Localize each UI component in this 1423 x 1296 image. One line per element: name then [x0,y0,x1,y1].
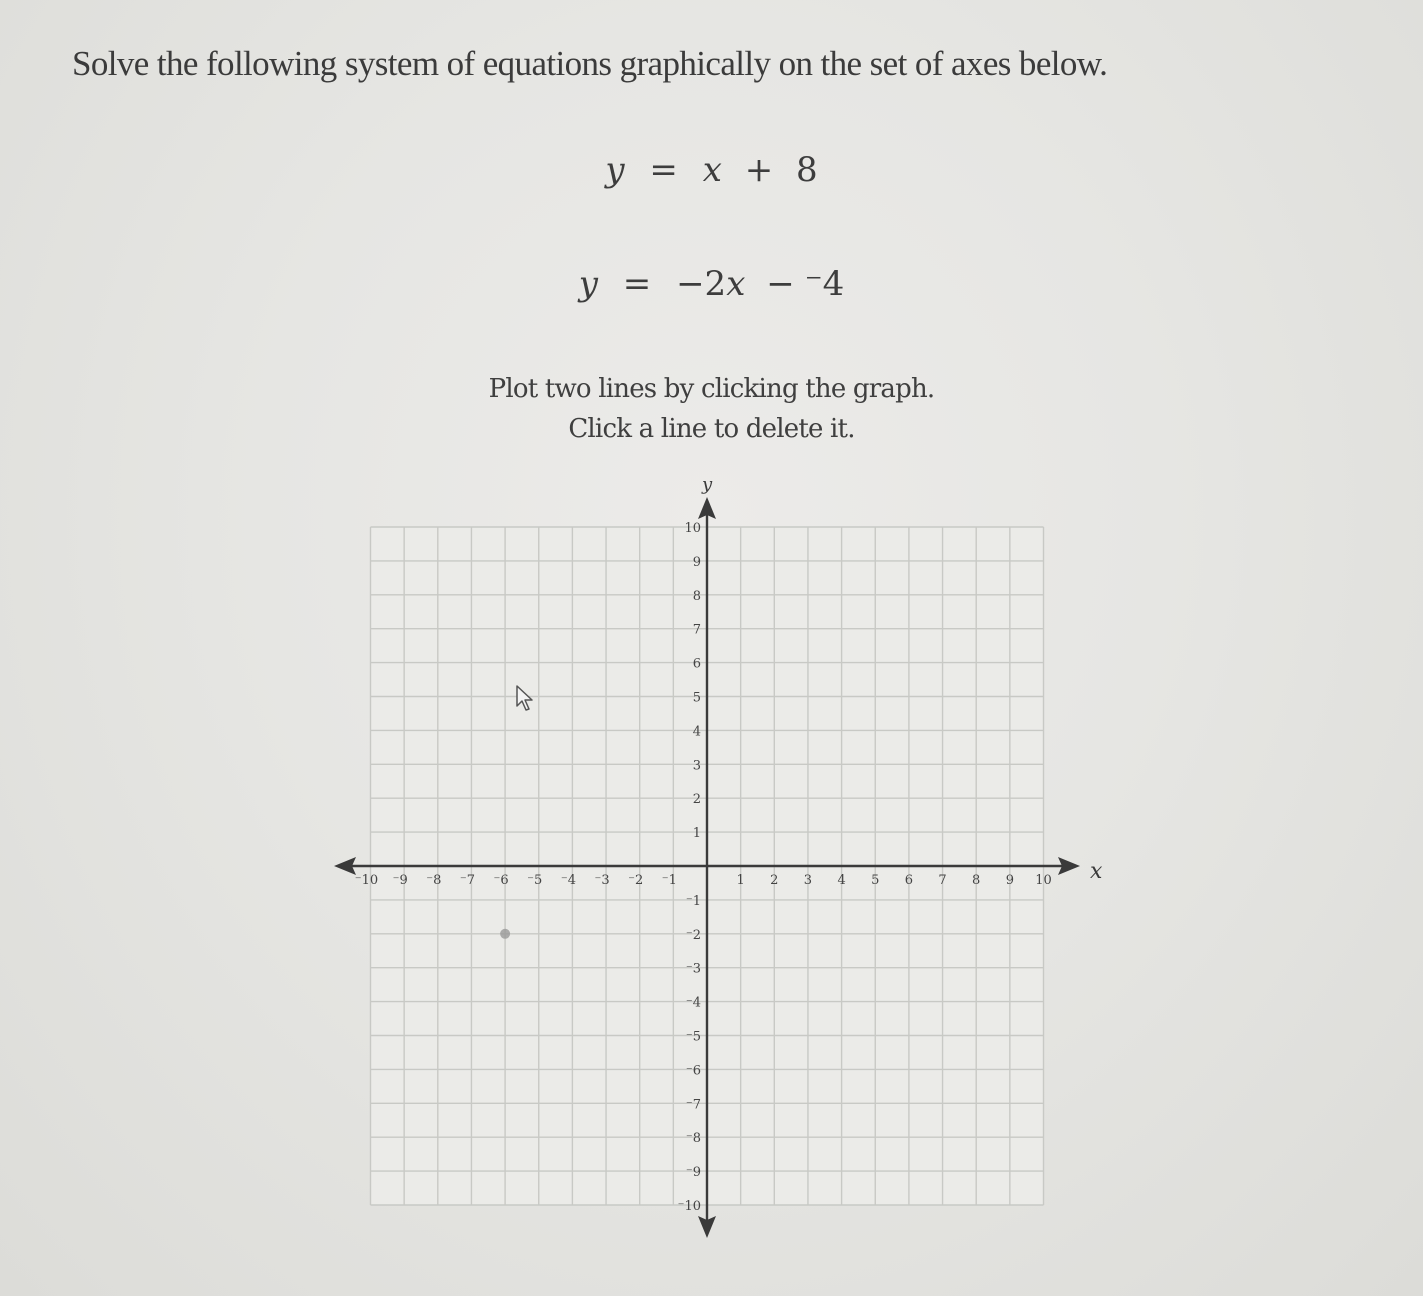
x-tick-label: ⁻3 [594,873,610,888]
x-tick-label: 7 [938,873,947,888]
equation-2-var: x [726,264,746,304]
x-tick-label: ⁻7 [459,873,476,888]
y-tick-label: 6 [692,656,701,672]
x-tick-label: ⁻8 [426,873,442,888]
hover-point [500,929,510,939]
x-tick-label: ⁻2 [628,873,644,888]
equation-1-lhs: y [605,150,625,190]
y-tick-label: 3 [692,758,701,774]
y-tick-label: 2 [692,792,701,808]
y-tick-label: ⁻8 [685,1131,701,1147]
x-tick-label: 9 [1005,873,1014,888]
y-tick-label: 4 [692,724,701,740]
x-tick-label: 3 [803,873,813,888]
x-tick-label: 1 [736,873,745,888]
equation-2-equals: = [622,264,652,304]
y-tick-label: ⁻9 [685,1165,701,1181]
y-tick-label: ⁻6 [685,1063,701,1079]
x-tick-label: ⁻10 [354,873,379,888]
mouse-cursor-icon [515,684,537,714]
equation-1-equals: = [649,150,678,190]
y-axis-label: y [702,474,713,495]
y-tick-label: 5 [692,690,701,706]
instruction-delete: Click a line to delete it. [568,414,855,444]
x-tick-label: ⁻6 [493,873,509,888]
y-tick-label: ⁻3 [685,961,701,977]
x-tick-label: 2 [770,873,779,888]
x-tick-label: ⁻4 [560,873,576,888]
x-tick-label: 10 [1035,873,1052,888]
x-tick-label: 6 [904,873,914,888]
x-tick-label: 4 [837,873,846,888]
y-tick-label: ⁻5 [685,1029,701,1045]
graph-canvas[interactable] [320,460,1103,1250]
y-tick-label: ⁻10 [677,1199,701,1214]
y-tick-label: ⁻2 [685,927,701,943]
x-tick-label: ⁻9 [392,873,408,888]
equation-2-lhs: y [578,264,598,304]
y-tick-label: 1 [692,826,701,842]
instruction-plot: Plot two lines by clicking the graph. [488,374,935,404]
x-tick-label: 5 [871,873,880,888]
y-tick-label: 9 [692,554,701,570]
x-tick-label: ⁻1 [661,873,677,888]
prompt-text: Solve the following system of equations graphically on the set of axes below. [72,44,1108,83]
equation-1-var: x [702,150,722,190]
equation-2-op: − [766,264,795,304]
y-tick-label: ⁻7 [685,1097,701,1113]
equation-2-coef: −2 [676,264,727,304]
y-tick-label: 10 [684,521,701,536]
y-tick-label: 8 [692,588,701,604]
x-tick-label: 8 [972,873,981,888]
y-tick-label: ⁻1 [685,893,701,909]
x-tick-label: ⁻5 [527,873,543,888]
y-tick-label: ⁻4 [685,995,701,1011]
equation-2-const: ⁻4 [804,264,845,304]
x-axis-label: x [1090,859,1103,884]
equation-1-op: + [744,150,774,190]
y-tick-label: 7 [692,622,701,638]
equation-1 [0,150,1423,190]
equation-2 [0,264,1423,304]
equation-1-const: 8 [796,150,818,190]
